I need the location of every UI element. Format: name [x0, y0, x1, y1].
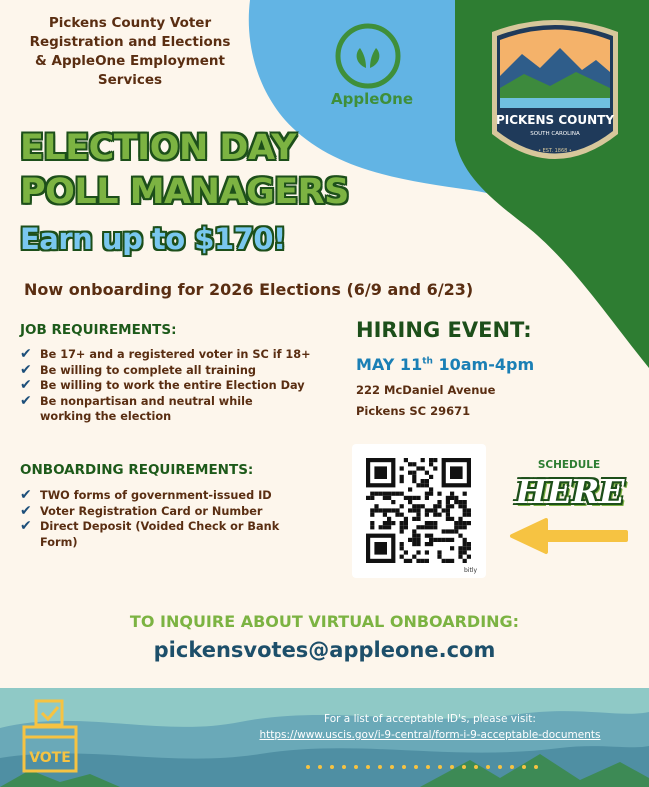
headline-line1: ELECTION DAY	[20, 128, 297, 168]
checkmark-icon: ✔	[20, 502, 32, 519]
checkmark-icon: ✔	[20, 361, 32, 378]
arrow-left-icon	[508, 516, 628, 556]
organizer-line: Pickens County Voter	[48, 15, 212, 31]
hiring-address-line1: 222 McDaniel Avenue	[356, 383, 496, 397]
footer-note: For a list of acceptable ID's, please visit:	[324, 713, 536, 725]
organizer-line: Registration and Elections	[29, 34, 231, 50]
list-item: ✔ Direct Deposit (Voided Check or Bank Form)	[20, 518, 280, 549]
hiring-address-line2: Pickens SC 29671	[356, 404, 471, 418]
job-requirements-heading: JOB REQUIREMENTS:	[20, 322, 177, 338]
headline-line2: POLL MANAGERS	[20, 172, 349, 212]
list-item: ✔ TWO forms of government-issued ID	[20, 487, 272, 503]
inquire-heading: TO INQUIRE ABOUT VIRTUAL ONBOARDING:	[129, 612, 520, 631]
list-item: ✔ Be willing to complete all training	[20, 361, 256, 378]
list-item: ✔ Be nonpartisan and neutral while working the election	[20, 392, 253, 423]
inquire-email-link[interactable]: pickensvotes@appleone.com	[153, 638, 496, 662]
organizer-block	[14, 14, 246, 90]
list-item: ✔ Be 17+ and a registered voter in SC if 18+	[20, 346, 311, 362]
badge-est: • EST. 1868 •	[538, 148, 572, 154]
vote-label: VOTE	[29, 750, 71, 766]
checkmark-icon: ✔	[20, 346, 32, 362]
checkmark-icon: ✔	[20, 392, 32, 409]
qr-brand-label: bitly	[464, 567, 478, 574]
pickens-county-badge	[484, 14, 626, 180]
list-item: ✔ Be willing to work the entire Election Day	[20, 377, 305, 393]
onboarding-requirements-heading: ONBOARDING REQUIREMENTS:	[20, 462, 254, 478]
ballot-box-icon	[18, 697, 82, 777]
schedule-qr-code[interactable]	[352, 444, 486, 578]
onboarding-note: Now onboarding for 2026 Elections (6/9 and 6/23)	[24, 280, 474, 299]
organizer-line: & AppleOne Employment	[35, 53, 225, 69]
checkmark-icon: ✔	[20, 487, 32, 503]
schedule-label: SCHEDULE	[537, 459, 601, 471]
organizer-line: Services	[97, 72, 163, 88]
schedule-here-link[interactable]: HERE	[515, 472, 625, 511]
checkmark-icon: ✔	[20, 518, 32, 534]
hiring-event-date: MAY 11th 10am-4pm	[356, 355, 535, 374]
leaf-icon	[357, 48, 380, 68]
badge-name: PICKENS COUNTY	[495, 113, 615, 127]
pay-headline: Earn up to $170!	[20, 222, 286, 256]
checkmark-icon: ✔	[20, 377, 32, 393]
acceptable-id-link[interactable]: https://www.uscis.gov/i-9-central/form-i-9-acceptable-documents	[259, 729, 601, 741]
badge-state: SOUTH CAROLINA	[530, 131, 580, 137]
job-requirements-list	[20, 347, 336, 425]
onboarding-requirements-list	[20, 488, 316, 550]
hiring-event-heading: HIRING EVENT:	[356, 318, 532, 342]
appleone-name: AppleOne	[330, 90, 413, 108]
list-item: ✔ Voter Registration Card or Number	[20, 502, 263, 519]
qr-code-image	[352, 444, 486, 578]
